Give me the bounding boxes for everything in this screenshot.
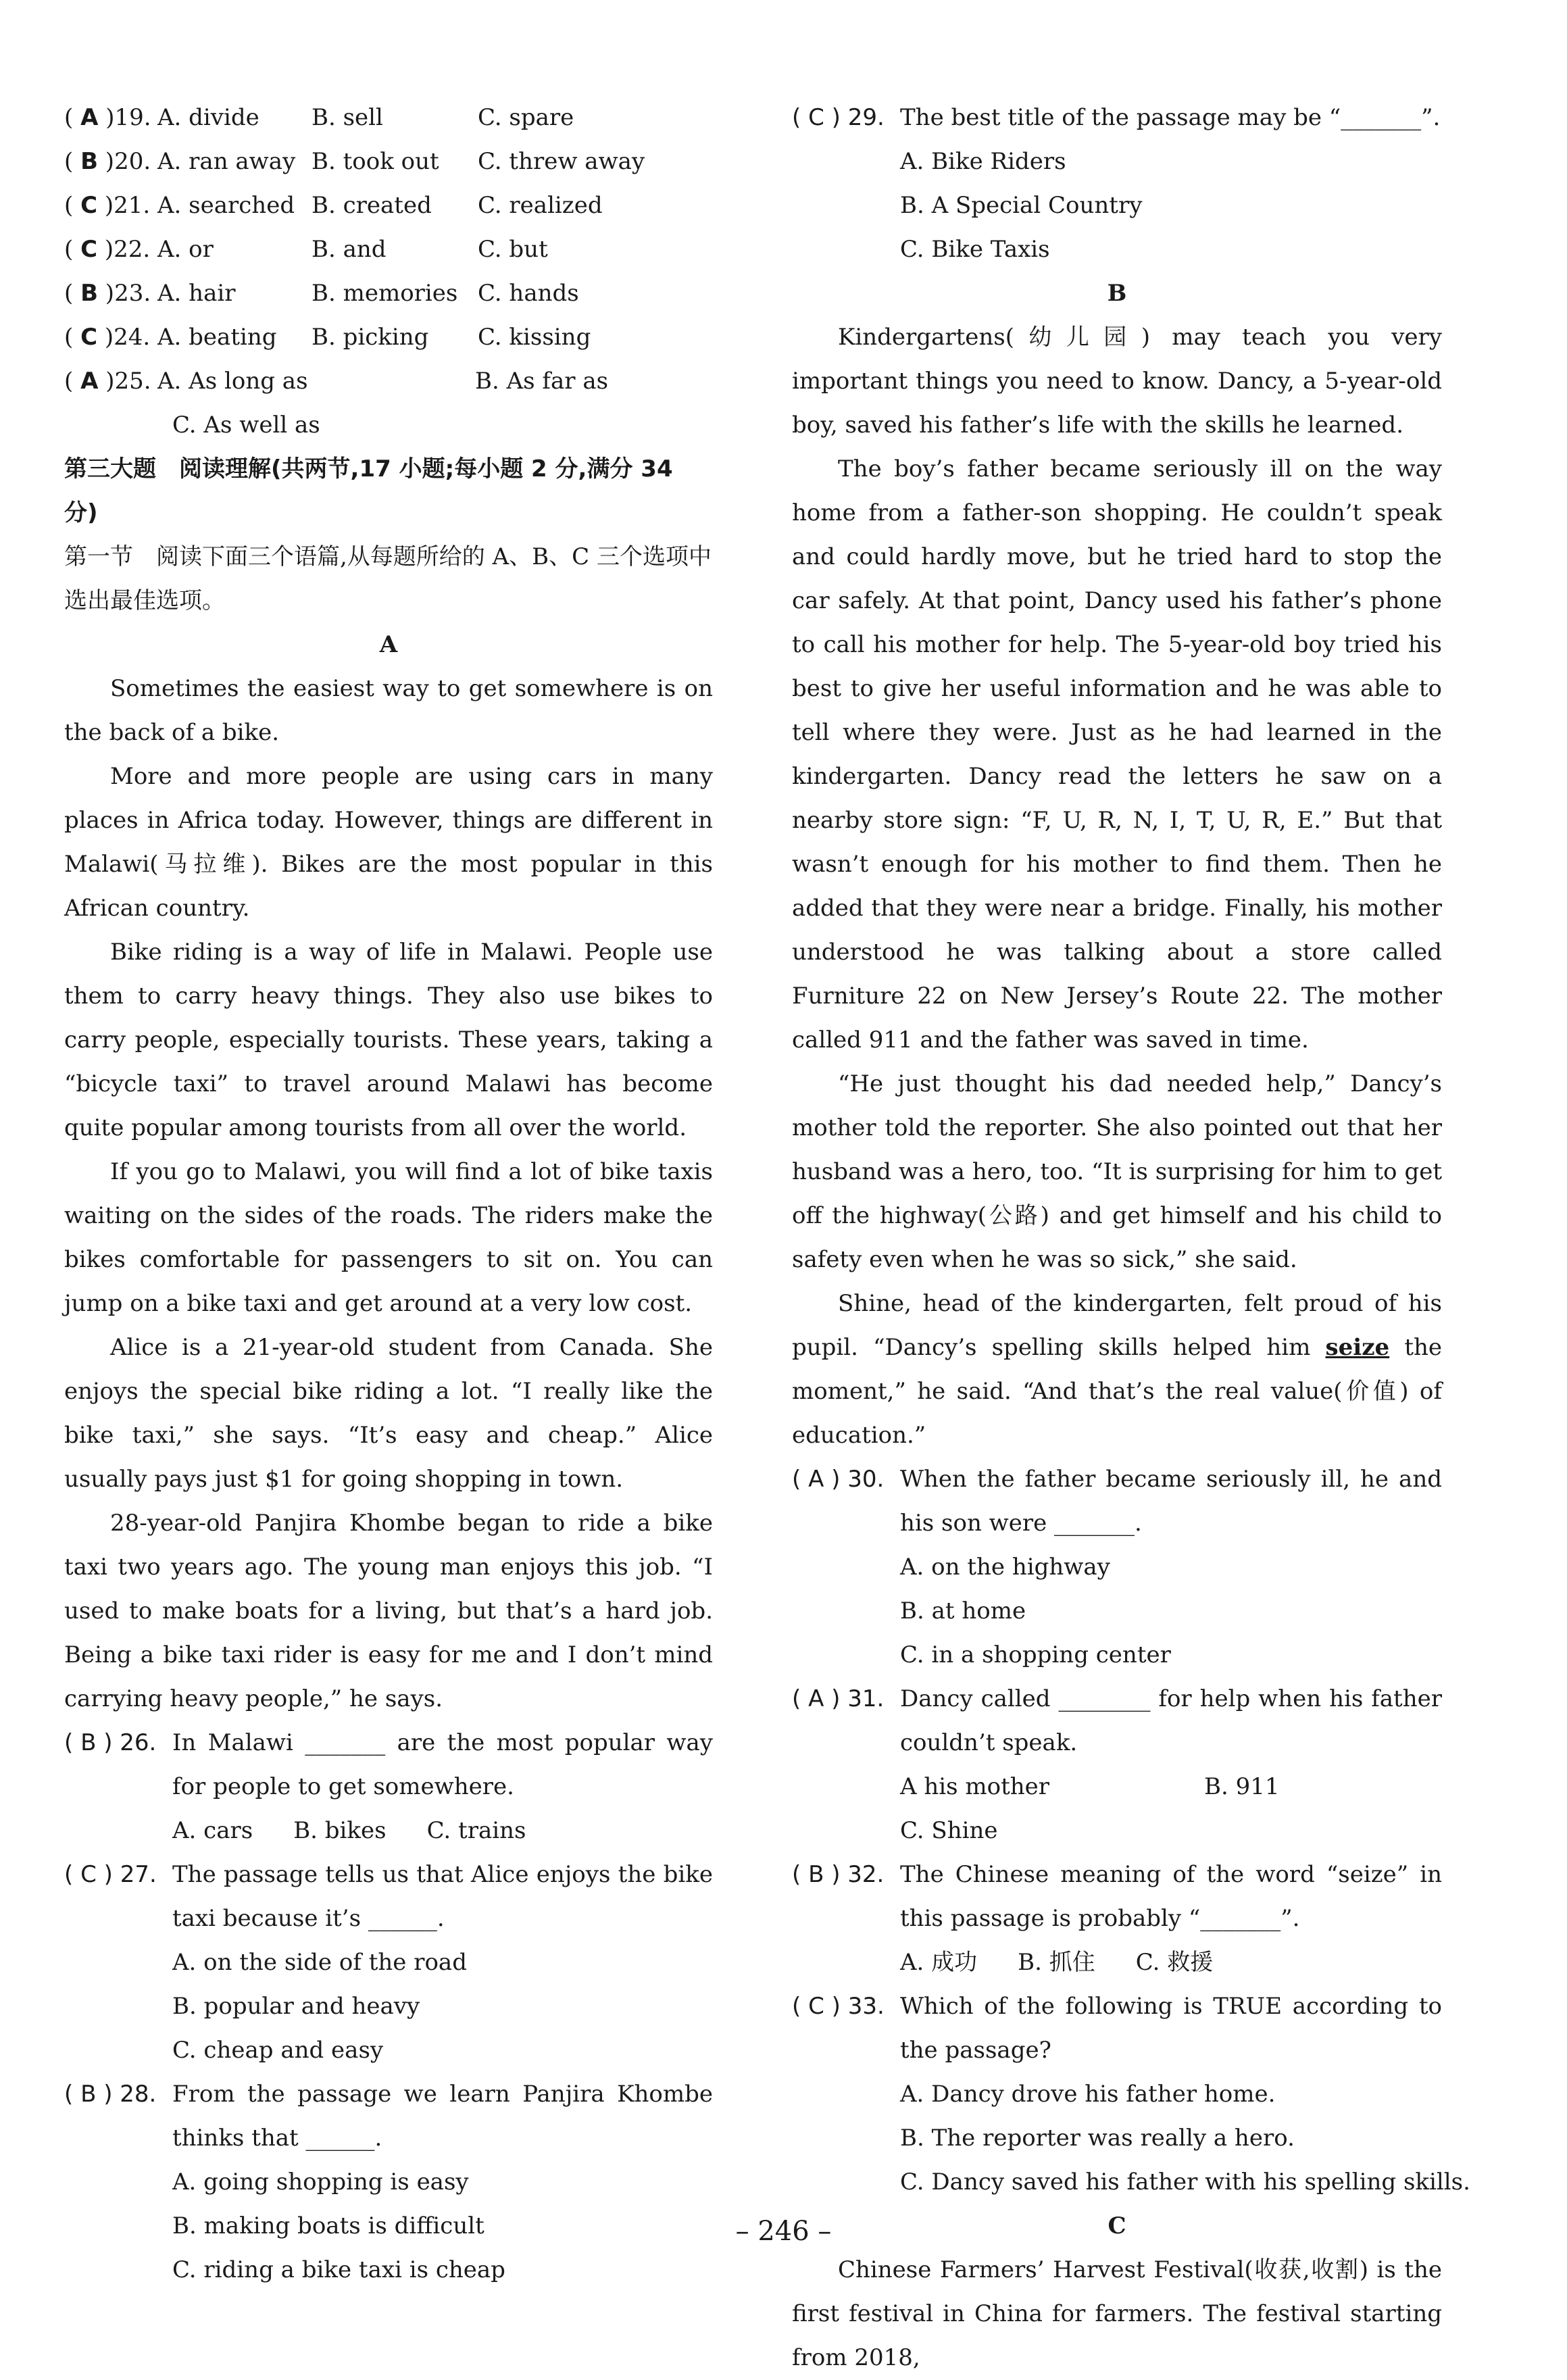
question-31-options bbox=[900, 1765, 1442, 1853]
passage-b-paragraph: “He just thought his dad needed help,” Dancy’s mother told the reporter. She also pointed out that her husband was a hero, too. “It is surprising for him to get off the highway(公路) and get himself and his child to safety even when he was so sick,” she said. bbox=[792, 1070, 1442, 1273]
question-stem: Which of the following is TRUE according to the passage? bbox=[900, 1993, 1442, 2064]
option-c: C. hands bbox=[478, 280, 579, 307]
option-a: A. searched bbox=[157, 192, 295, 219]
option-b: B. 911 bbox=[1204, 1773, 1280, 1800]
option-b: B. bikes bbox=[293, 1817, 387, 1844]
option-c: C. spare bbox=[478, 104, 574, 131]
passage-a-paragraph: Sometimes the easiest way to get somewhere is on the back of a bike. bbox=[64, 675, 713, 746]
question-stem: The best title of the passage may be “_______”. bbox=[900, 104, 1441, 131]
question-31 bbox=[792, 1677, 1442, 1765]
question-stem: The passage tells us that Alice enjoys the bike taxi because it’s ______. bbox=[172, 1861, 713, 1932]
option-c: C. kissing bbox=[478, 324, 591, 351]
option-a: A. 成功 bbox=[900, 1949, 978, 1976]
option-c: C. Shine bbox=[900, 1817, 998, 1844]
option-a: A. As long as bbox=[157, 368, 308, 395]
option-b: B. created bbox=[312, 192, 432, 219]
option-b: B. sell bbox=[312, 104, 383, 131]
passage-a-paragraph: 28-year-old Panjira Khombe began to ride a bike taxi two years ago. The young man enjoys this job. “I used to make boats for a living, but that’s a hard job. Being a bike taxi rider is easy for me and I don’t mind carrying heavy people,” he says. bbox=[64, 1510, 713, 1712]
question-27-options bbox=[172, 1941, 713, 2073]
option-c: C. Dancy saved his father with his spelling skills. bbox=[900, 2168, 1470, 2196]
question-number: 22. bbox=[114, 236, 151, 263]
answer-letter: A bbox=[80, 104, 99, 131]
option-b: B. 抓住 bbox=[1018, 1949, 1095, 1976]
option-a: A. ran away bbox=[157, 148, 296, 175]
question-stem: When the father became seriously ill, he and his son were _______. bbox=[900, 1466, 1442, 1537]
passage-b-heading: B bbox=[1107, 280, 1127, 307]
answer-label: ( B )23. bbox=[64, 272, 157, 316]
question-label: ( B ) 28. bbox=[64, 2081, 157, 2108]
question-32 bbox=[792, 1853, 1442, 1941]
question-33-options bbox=[900, 2073, 1470, 2204]
question-33 bbox=[792, 1985, 1442, 2073]
answer-letter: A bbox=[80, 368, 99, 395]
answer-letter: B bbox=[80, 280, 98, 307]
option-c: C. trains bbox=[426, 1817, 526, 1844]
option-row bbox=[900, 1765, 1442, 1809]
passage-a-paragraph: If you go to Malawi, you will find a lot of bike taxis waiting on the sides of the roads. The riders make the bikes comfortable for passengers to sit on. You can jump on a bike taxi and get around at a very low cost. bbox=[64, 1158, 713, 1317]
cloze-row bbox=[64, 184, 713, 228]
question-27 bbox=[64, 1853, 713, 1941]
option-c: C. threw away bbox=[478, 148, 645, 175]
shine-text-before: Shine, head of the kindergarten, felt proud of his pupil. “Dancy’s spelling skills helped him bbox=[792, 1290, 1442, 1361]
passage-b-paragraph: The boy’s father became seriously ill on the way home from a father-son shopping. He couldn’t speak and could hardly move, but he tried hard to stop the car safely. At that point, Dancy used his father’s phone to call his mother for help. The 5-year-old boy tried his best to give her useful information and he was able to tell where they were. Just as he had learned in the kindergarten. Dancy read the letters he saw on a nearby store sign: “F, U, R, N, I, T, U, R, E.” But that wasn’t enough for his mother to find them. Then he added that they were near a bridge. Finally, his mother understood he was talking about a store called Furniture 22 on New Jersey’s Route 22. The mother called 911 and the father was saved in time. bbox=[792, 455, 1442, 1053]
option-a: A. or bbox=[157, 236, 214, 263]
option-b: B. and bbox=[312, 236, 387, 263]
question-number: 20. bbox=[114, 148, 151, 175]
question-label: ( A ) 31. bbox=[792, 1685, 885, 1712]
cloze-answers bbox=[64, 96, 713, 447]
question-stem: From the passage we learn Panjira Khombe thinks that ______. bbox=[172, 2081, 713, 2152]
option-b: B. A Special Country bbox=[900, 192, 1143, 219]
option-a: A. on the side of the road bbox=[172, 1949, 467, 1976]
option-c: C. As well as bbox=[172, 412, 320, 439]
option-b: B. picking bbox=[312, 324, 429, 351]
question-stem: Dancy called ________ for help when his father couldn’t speak. bbox=[900, 1685, 1442, 1756]
option-a: A. cars bbox=[172, 1817, 253, 1844]
question-label: ( C ) 27. bbox=[64, 1861, 157, 1888]
left-column bbox=[64, 96, 713, 2292]
answer-label: ( C )21. bbox=[64, 184, 157, 228]
question-32-options bbox=[900, 1941, 1442, 1985]
question-29 bbox=[792, 96, 1442, 140]
option-a: A. on the highway bbox=[900, 1554, 1110, 1581]
cloze-row bbox=[64, 316, 713, 360]
option-c: C. but bbox=[478, 236, 548, 263]
answer-label: ( C )22. bbox=[64, 228, 157, 272]
option-b: B. took out bbox=[312, 148, 439, 175]
option-b: B. memories bbox=[312, 280, 458, 307]
option-b: B. at home bbox=[900, 1597, 1026, 1625]
answer-label: ( B )20. bbox=[64, 140, 157, 184]
option-c: C. realized bbox=[478, 192, 603, 219]
question-26 bbox=[64, 1721, 713, 1809]
option-c: C. Bike Taxis bbox=[900, 236, 1050, 263]
cloze-row bbox=[64, 228, 713, 272]
question-label: ( C ) 33. bbox=[792, 1993, 885, 2020]
answer-letter: C bbox=[80, 324, 98, 351]
option-a: A. Dancy drove his father home. bbox=[900, 2081, 1276, 2108]
question-number: 19. bbox=[114, 104, 151, 131]
seize-keyword: seize bbox=[1325, 1334, 1390, 1361]
cloze-row bbox=[64, 403, 713, 447]
answer-label: ( A )19. bbox=[64, 96, 157, 140]
passage-a-heading: A bbox=[379, 631, 398, 658]
right-column bbox=[792, 96, 1470, 2380]
option-a: A. Bike Riders bbox=[900, 148, 1066, 175]
question-28 bbox=[64, 2073, 713, 2160]
question-30-options bbox=[900, 1545, 1442, 1677]
passage-a-paragraph: Alice is a 21-year-old student from Canada. She enjoys the special bike riding a lot. “I really like the bike taxi,” she says. “It’s easy and cheap.” Alice usually pays just $1 for going shopping in town. bbox=[64, 1334, 713, 1493]
passage-a-paragraph: More and more people are using cars in many places in Africa today. However, things are different in Malawi(马拉维). Bikes are the most popular in this African country. bbox=[64, 763, 713, 922]
cloze-row bbox=[64, 96, 713, 140]
option-b: B. As far as bbox=[475, 368, 609, 395]
question-29-options bbox=[900, 140, 1442, 272]
question-number: 25. bbox=[114, 368, 151, 395]
answer-letter: B bbox=[80, 148, 98, 175]
cloze-row bbox=[64, 360, 713, 403]
question-label: ( B ) 26. bbox=[64, 1729, 157, 1756]
question-number: 24. bbox=[114, 324, 151, 351]
question-label: ( A ) 30. bbox=[792, 1466, 885, 1493]
question-number: 23. bbox=[114, 280, 151, 307]
option-c: C. 救援 bbox=[1135, 1949, 1214, 1976]
answer-letter: C bbox=[80, 236, 98, 263]
passage-b-paragraph: Kindergartens(幼儿园) may teach you very important things you need to know. Dancy, a 5-year-old boy, saved his father’s life with the skills he learned. bbox=[792, 324, 1442, 439]
option-b: B. The reporter was really a hero. bbox=[900, 2125, 1295, 2152]
answer-letter: C bbox=[80, 192, 98, 219]
cloze-row bbox=[64, 140, 713, 184]
question-label: ( C ) 29. bbox=[792, 104, 885, 131]
passage-c-paragraph: Chinese Farmers’ Harvest Festival(收获,收割) is the first festival in China for farmers. The festival starting from 2018, bbox=[792, 2256, 1442, 2371]
question-30 bbox=[792, 1458, 1442, 1545]
shine-text-after: the moment,” he said. “And that’s the real value(价值) of education.” bbox=[792, 1334, 1442, 1449]
page-number: – 246 – bbox=[735, 2216, 832, 2247]
option-a: A. divide bbox=[157, 104, 259, 131]
option-a: A. going shopping is easy bbox=[172, 2168, 469, 2196]
part-instruction: 第一节 阅读下面三个语篇,从每题所给的 A、B、C 三个选项中选出最佳选项。 bbox=[64, 543, 712, 614]
question-stem: In Malawi _______ are the most popular way for people to get somewhere. bbox=[172, 1729, 713, 1800]
option-c: C. riding a bike taxi is cheap bbox=[172, 2256, 505, 2283]
passage-c-heading: C bbox=[1108, 2212, 1126, 2239]
option-b: B. making boats is difficult bbox=[172, 2212, 484, 2239]
passage-a-paragraph: Bike riding is a way of life in Malawi. People use them to carry heavy things. They also use bikes to carry people, especially tourists. These years, taking a “bicycle taxi” to travel around Malawi has become quite popular among tourists from all over the world. bbox=[64, 939, 713, 1141]
answer-label: ( C )24. bbox=[64, 316, 157, 360]
option-a: A his mother bbox=[900, 1773, 1050, 1800]
question-26-options bbox=[172, 1809, 713, 1853]
passage-b-paragraph bbox=[792, 1282, 1442, 1458]
question-stem: The Chinese meaning of the word “seize” in this passage is probably “_______”. bbox=[900, 1861, 1442, 1932]
option-b: B. popular and heavy bbox=[172, 1993, 420, 2020]
section-title: 第三大题 阅读理解(共两节,17 小题;每小题 2 分,满分 34 分) bbox=[64, 455, 673, 526]
answer-label: ( A )25. bbox=[64, 360, 157, 403]
option-c: C. in a shopping center bbox=[900, 1641, 1171, 1668]
question-label: ( B ) 32. bbox=[792, 1861, 885, 1888]
cloze-row bbox=[64, 272, 713, 316]
question-number: 21. bbox=[114, 192, 151, 219]
option-c: C. cheap and easy bbox=[172, 2037, 384, 2064]
option-a: A. hair bbox=[157, 280, 236, 307]
option-a: A. beating bbox=[157, 324, 277, 351]
